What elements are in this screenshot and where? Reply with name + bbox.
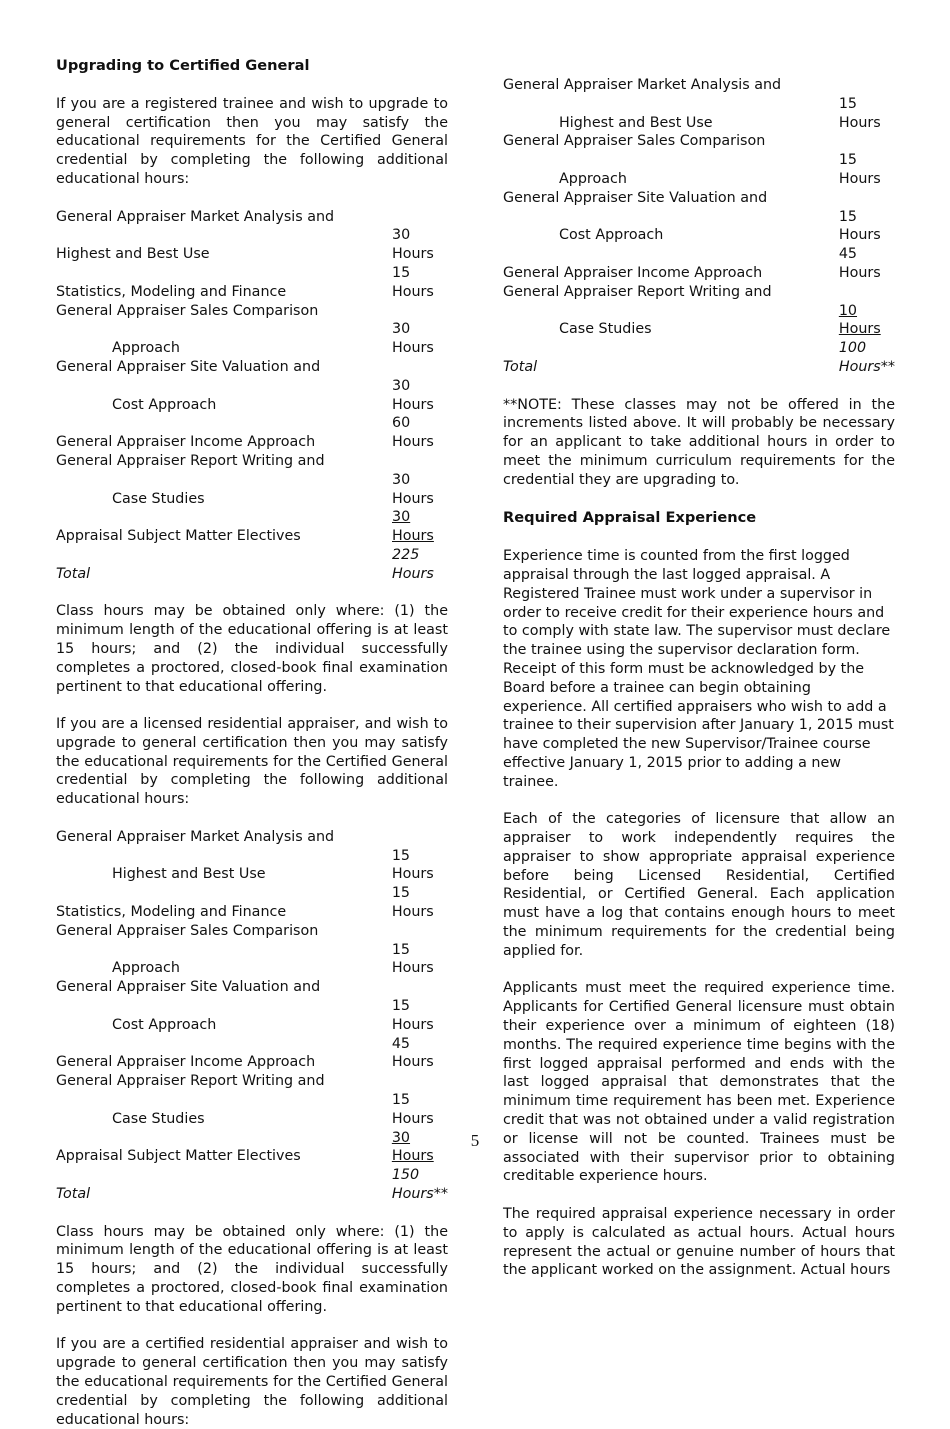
table-row — [503, 151, 895, 189]
course-name: General Appraiser Site Valuation and — [503, 189, 768, 206]
table-row — [56, 414, 448, 452]
course-name: Statistics, Modeling and Finance — [56, 283, 287, 300]
paragraph-experience-1: Experience time is counted from the first logged appraisal through the last logged appraisal. A Registered Trainee must work under a supervisor in order to receive credit for their experience hours and to comply with state law. The supervisor must declare the trainee using the supervisor declaration form. Receipt of this form must be acknowledged by the Board before a trainee can begin obtaining experience. All certified appraisers who wish to add a trainee to their supervision after January 1, 2015 must have completed the new Supervisor/Trainee course effective January 1, 2015 prior to adding a new trainee. — [503, 548, 894, 790]
table-row — [56, 226, 448, 264]
course-hours: 15 Hours — [838, 152, 881, 187]
paragraph-note: **NOTE: These classes may not be offered in the increments listed above. It will probably be necessary for an applicant to take additional hours in order to meet the minimum curriculum requirements for the credential they are upgrading to. — [503, 396, 895, 488]
paragraph-certified-intro: If you are a certified residential appraiser and wish to upgrade to general certification then you may satisfy the educational requirements for the Certified General credential by completing the following additional educational hours: — [56, 1336, 448, 1428]
table-row — [56, 302, 448, 321]
table-row — [56, 452, 448, 471]
course-name: General Appraiser Sales Comparison — [503, 133, 766, 150]
table-row — [56, 884, 448, 922]
total-hours: 100 Hours** — [838, 340, 896, 375]
course-name: General Appraiser Report Writing and — [56, 1073, 325, 1090]
course-name: General Appraiser Site Valuation and — [56, 358, 321, 375]
table-row — [56, 358, 448, 377]
table-row — [56, 471, 448, 509]
course-name-continued: Highest and Best Use — [559, 114, 713, 131]
course-hours: 30 Hours — [392, 321, 434, 357]
table-row — [56, 847, 448, 885]
table-row — [56, 208, 448, 227]
course-name: Statistics, Modeling and Finance — [56, 904, 287, 921]
course-hours: 15 Hours — [391, 998, 434, 1033]
course-name-continued: Approach — [559, 170, 627, 187]
table-row — [503, 208, 895, 246]
table-row — [56, 828, 448, 847]
total-label: Total — [503, 358, 538, 375]
course-name: General Appraiser Market Analysis and — [56, 208, 335, 225]
total-row — [56, 546, 448, 584]
hours-table-certified — [503, 76, 895, 377]
course-hours: 45 Hours — [838, 246, 881, 281]
course-name: General Appraiser Report Writing and — [503, 283, 772, 300]
total-label: Total — [56, 565, 91, 582]
table-row — [503, 283, 895, 302]
course-name: Appraisal Subject Matter Electives — [56, 528, 301, 545]
section-heading-upgrading: Upgrading to Certified General — [56, 57, 310, 74]
course-name-continued: Cost Approach — [559, 227, 664, 244]
table-row — [503, 245, 895, 283]
course-name-continued: Approach — [112, 960, 180, 977]
total-label: Total — [56, 1186, 91, 1203]
table-row — [56, 978, 448, 997]
right-column — [503, 76, 895, 1280]
course-hours: 15 Hours — [392, 264, 434, 300]
total-hours: 150 Hours** — [391, 1167, 449, 1203]
hours-table-trainee — [56, 208, 448, 584]
course-hours: 60 Hours — [392, 415, 434, 451]
course-name: General Appraiser Sales Comparison — [56, 302, 319, 319]
section-heading-experience: Required Appraisal Experience — [503, 509, 757, 527]
course-hours: 15 Hours — [391, 847, 434, 883]
table-row — [56, 997, 448, 1035]
total-hours: 225 Hours — [392, 546, 434, 582]
course-hours: 15 Hours — [838, 95, 881, 131]
course-name-continued: Approach — [112, 340, 180, 357]
total-row — [503, 339, 895, 377]
left-column — [56, 56, 448, 1429]
table-row — [56, 377, 448, 415]
course-hours: 30 Hours — [392, 509, 434, 545]
table-row — [56, 1072, 448, 1091]
table-row — [56, 264, 448, 302]
course-hours: 15 Hours — [391, 1092, 434, 1127]
course-name: General Appraiser Income Approach — [56, 1054, 316, 1071]
paragraph-class-hours-1: Class hours may be obtained only where: (1) the minimum length of the educational offering is at least 15 hours; and (2) the individual successfully completes a proctored, closed-book final examination pertinent to that educational offering. — [56, 603, 448, 695]
course-hours: 30 Hours — [392, 471, 434, 507]
table-row — [56, 1091, 448, 1129]
course-name: General Appraiser Report Writing and — [56, 452, 325, 469]
course-hours: 15 Hours — [838, 208, 881, 244]
table-row — [56, 922, 448, 941]
course-hours: 30 Hours — [392, 227, 434, 263]
paragraph-trainee-intro: If you are a registered trainee and wish to upgrade to general certification then you may satisfy the educational requirements for the Certified General credential by completing the following additional educational hours: — [56, 95, 448, 187]
course-name: General Appraiser Market Analysis and — [56, 828, 335, 845]
course-name-continued: Cost Approach — [112, 1016, 217, 1033]
course-name: Appraisal Subject Matter Electives — [56, 1148, 301, 1165]
table-row — [503, 132, 895, 151]
course-name: General Appraiser Market Analysis and — [503, 77, 782, 93]
course-name-continued: Highest and Best Use — [112, 866, 266, 883]
course-hours: 15 Hours — [391, 941, 434, 977]
course-name-continued: Case Studies — [112, 1110, 205, 1127]
table-row — [503, 302, 895, 340]
table-row — [503, 95, 895, 133]
course-hours: 30 Hours — [391, 1129, 434, 1165]
total-row — [56, 1166, 448, 1204]
paragraph-experience-3: Applicants must meet the required experience time. Applicants for Certified General licensure must obtain their experience over a minimum of eighteen (18) months. The required experience time begins with the first logged appraisal performed and ends with the last logged appraisal that demonstrates that the minimum time requirement has been met. Experience credit that was not obtained under a valid registration or license will not be counted. Trainees must be associated with their supervisor prior to obtaining creditable experience hours. — [503, 980, 895, 1185]
table-row — [56, 320, 448, 358]
course-hours: 15 Hours — [391, 885, 434, 921]
course-name: General Appraiser Site Valuation and — [56, 979, 321, 996]
paragraph-experience-4: The required appraisal experience necessary in order to apply is calculated as actual hours. Actual hours represent the actual or genuine number of hours that the applicant worked on the assignment. Actual hours — [503, 1206, 895, 1279]
table-row — [56, 1035, 448, 1073]
course-name: General Appraiser Sales Comparison — [56, 922, 319, 939]
table-row — [56, 941, 448, 979]
course-name-continued: Cost Approach — [112, 396, 217, 413]
course-hours: 45 Hours — [391, 1035, 434, 1071]
table-row — [503, 76, 895, 95]
course-name-continued: Case Studies — [112, 490, 205, 507]
paragraph-class-hours-2: Class hours may be obtained only where: (1) the minimum length of the educational offering is at least 15 hours; and (2) the individual successfully completes a proctored, closed-book final examination pertinent to that educational offering. — [56, 1223, 448, 1315]
course-name-continued: Case Studies — [559, 321, 652, 338]
course-name-continued: Highest and Best Use — [56, 246, 210, 263]
course-hours: 10 Hours — [838, 302, 881, 338]
course-name: General Appraiser Income Approach — [56, 434, 316, 451]
course-hours: 30 Hours — [392, 377, 434, 413]
page-number: 5 — [470, 1131, 480, 1150]
paragraph-licensed-intro: If you are a licensed residential appraiser, and wish to upgrade to general certification then you may satisfy the educational requirements for the Certified General credential by completing the following additional educational hours: — [56, 716, 448, 808]
table-row — [56, 508, 448, 546]
table-row — [503, 189, 895, 208]
course-name: General Appraiser Income Approach — [503, 264, 763, 281]
paragraph-experience-2: Each of the categories of licensure that allow an appraiser to work independently requires the appraiser to show appropriate appraisal experience before being Licensed Residential, Certified Residential, or Certified General. Each application must have a log that contains enough hours to meet the minimum requirements for the credential being applied for. — [503, 811, 895, 959]
